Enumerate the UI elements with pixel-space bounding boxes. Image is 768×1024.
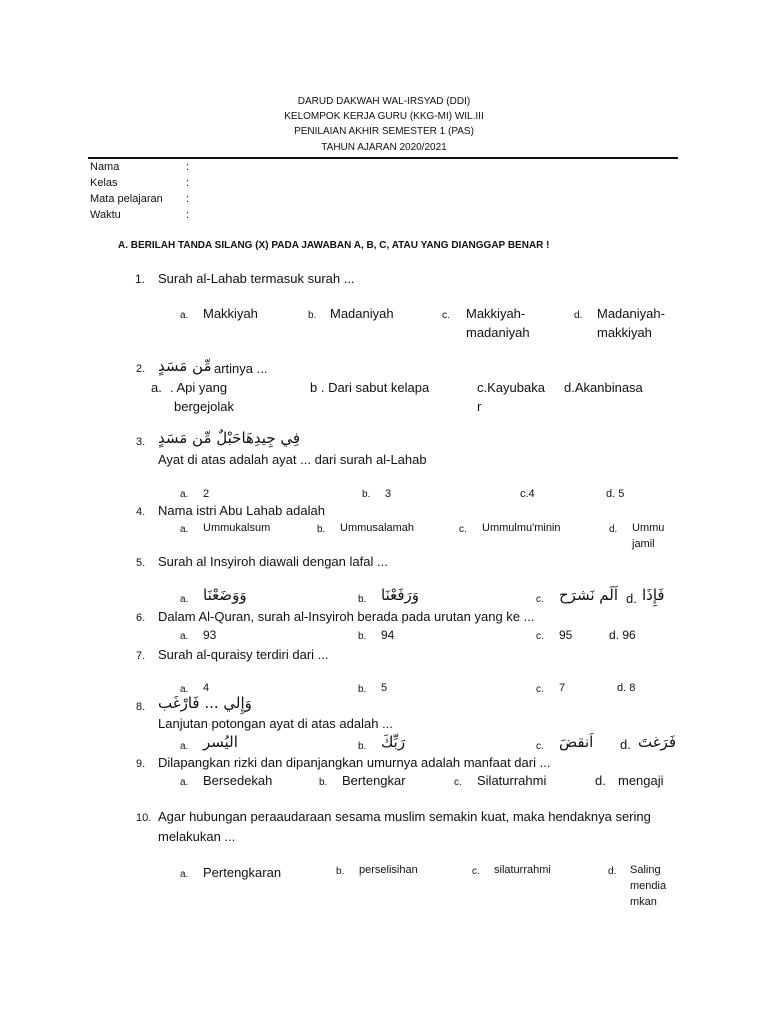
colon-mapel: : [186,193,190,205]
q7-option-b-letter: b. [358,684,367,695]
q5-option-c-letter: c. [536,594,544,605]
q6-option-a: 93 [203,628,217,642]
q4-option-c: Ummulmu'minin [482,522,561,534]
q7-option-b: 5 [381,682,388,694]
q8-arabic: وَإِلي ... فَارْغَب [158,694,252,712]
q1-option-a: Makkiyah [203,306,258,321]
q9-option-a-letter: a. [180,777,189,788]
label-nama: Nama [90,161,120,173]
q1-option-b: Madaniyah [330,306,394,321]
q2-arabic: مِّن مَسَدٍ [158,357,212,375]
q2-option-d: d.Akanbinasa [564,380,643,395]
q7-option-d: d. 8 [617,682,636,694]
q1-option-d-line1: Madaniyah- [597,306,665,321]
q1-option-d-line2: makkiyah [597,325,652,340]
q4-option-a-letter: a. [180,524,189,535]
q1-option-d-letter: d. [574,310,583,321]
q9-option-a: Bersedekah [203,773,273,788]
q1-option-c-line1: Makkiyah- [466,306,526,321]
q8-option-d: فَرَغتَ [638,733,677,751]
q8-option-b-letter: b. [358,741,367,752]
q8-option-c-letter: c. [536,741,544,752]
q1-option-c-letter: c. [442,310,450,321]
colon-waktu: : [186,209,190,221]
q5-option-b: وَرَفَعْنَا [381,586,419,604]
q10-option-d-line3: mkan [630,896,657,908]
q2-option-a-line2: bergejolak [174,399,234,414]
q5-option-c: اَلَم نَشرَح [559,586,619,604]
label-mapel: Mata pelajaran [90,193,163,205]
q7-option-c: 7 [559,682,566,694]
q6-option-b: 94 [381,628,395,642]
q1-number: 1. [135,272,146,286]
q8-option-c: اَنقضَ [559,733,594,751]
q2-number: 2. [136,363,146,375]
q5-number: 5. [136,557,146,569]
q5-option-d: فَإِذَا [642,586,665,604]
colon-nama: : [186,161,190,173]
header-divider [88,157,678,159]
q5-option-a-letter: a. [180,594,189,605]
q9-option-d-letter: d. [595,773,606,788]
q4-option-d-letter: d. [609,524,618,535]
q4-option-d-line1: Ummu [632,522,665,534]
q7-option-c-letter: c. [536,684,544,695]
q3-option-a-letter: a. [180,489,189,500]
q2-option-a-letter: a. [151,380,162,395]
q8-text: Lanjutan potongan ayat di atas adalah ... [158,716,393,731]
q7-option-a-letter: a. [180,684,189,695]
q5-option-b-letter: b. [358,594,367,605]
q9-option-b: Bertengkar [342,773,406,788]
label-waktu: Waktu [90,209,121,221]
q3-arabic: فِي جِيدِهَاحَبْلٌ مِّن مَسَدٍ [158,429,301,447]
q4-option-b-letter: b. [317,524,326,535]
q8-option-a-letter: a. [180,741,189,752]
label-kelas: Kelas [90,177,118,189]
q1-option-b-letter: b. [308,310,317,321]
header-line-4: TAHUN AJARAN 2020/2021 [321,142,447,153]
q3-number: 3. [136,436,146,448]
header-line-1: DARUD DAKWAH WAL-IRSYAD (DDI) [297,96,471,107]
q6-option-d: d. 96 [609,628,636,642]
q10-text-line2: melakukan ... [158,829,236,844]
q8-option-a: اليُسر [203,733,238,751]
q10-option-c: silaturrahmi [494,864,551,876]
q6-option-b-letter: b. [358,631,367,642]
q5-option-a: وَوَضَعْنَا [203,586,247,604]
q4-option-a: Ummukalsum [203,522,271,534]
q4-option-d-line2: jamil [632,538,655,550]
q10-option-a: Pertengkaran [203,865,282,880]
q8-number: 8. [136,701,146,713]
q7-option-a: 4 [203,682,210,694]
q1-option-a-letter: a. [180,310,189,321]
q10-text-line1: Agar hubungan peraaudaraan sesama muslim semakin kuat, maka hendaknya sering [158,809,651,824]
q6-option-c: 95 [559,628,573,642]
q2-option-c-line2: r [477,399,482,414]
q9-option-d: mengaji [618,773,664,788]
colon-kelas: : [186,177,190,189]
q6-option-c-letter: c. [536,631,544,642]
q10-option-b-letter: b. [336,866,345,877]
q9-option-c-letter: c. [454,777,462,788]
header-line-3: PENILAIAN AKHIR SEMESTER 1 (PAS) [294,126,474,137]
header-line-2: KELOMPOK KERJA GURU (KKG-MI) WIL.III [284,111,484,122]
q3-option-b: 3 [385,488,392,500]
q10-option-d-line1: Saling [630,864,661,876]
q9-option-c: Silaturrahmi [477,773,547,788]
q2-option-c-line1: c.Kayubaka [477,380,545,395]
q3-option-c: c.4 [520,488,535,500]
q7-text: Surah al-quraisy terdiri dari ... [158,647,329,662]
q5-text: Surah al Insyiroh diawali dengan lafal ... [158,554,388,569]
q4-option-c-letter: c. [459,524,467,535]
q2-text: artinya ... [214,361,268,376]
q10-option-d-letter: d. [608,866,617,877]
q2-option-b: b . Dari sabut kelapa [310,380,430,395]
q3-text: Ayat di atas adalah ayat ... dari surah al-Lahab [158,452,427,467]
q1-option-c-line2: madaniyah [466,325,530,340]
q10-option-d-line2: mendia [630,880,667,892]
q10-number: 10. [136,812,152,824]
q4-option-b: Ummusalamah [340,522,414,534]
q3-option-b-letter: b. [362,489,371,500]
q9-option-b-letter: b. [319,777,328,788]
q5-option-d-letter: d. [626,591,637,606]
q4-number: 4. [136,506,146,518]
q3-option-d: d. 5 [606,488,625,500]
q10-option-c-letter: c. [472,866,480,877]
q10-option-a-letter: a. [180,869,189,880]
q7-number: 7. [136,650,146,662]
q3-option-a: 2 [203,488,210,500]
q6-number: 6. [136,612,146,624]
q8-option-d-letter: d. [620,737,631,752]
q4-text: Nama istri Abu Lahab adalah [158,503,325,518]
q6-option-a-letter: a. [180,631,189,642]
q9-number: 9. [136,758,146,770]
q9-text: Dilapangkan rizki dan dipanjangkan umurnya adalah manfaat dari ... [158,755,551,770]
q8-option-b: رَبِّكَ [381,733,406,751]
q1-text: Surah al-Lahab termasuk surah ... [158,271,355,286]
section-a-instruction: A. BERILAH TANDA SILANG (X) PADA JAWABAN A, B, C, ATAU YANG DIANGGAP BENAR ! [118,240,550,251]
q6-text: Dalam Al-Quran, surah al-Insyiroh berada pada urutan yang ke ... [158,609,535,624]
q10-option-b: perselisihan [359,864,418,876]
q2-option-a-line1: . Api yang [170,380,228,395]
